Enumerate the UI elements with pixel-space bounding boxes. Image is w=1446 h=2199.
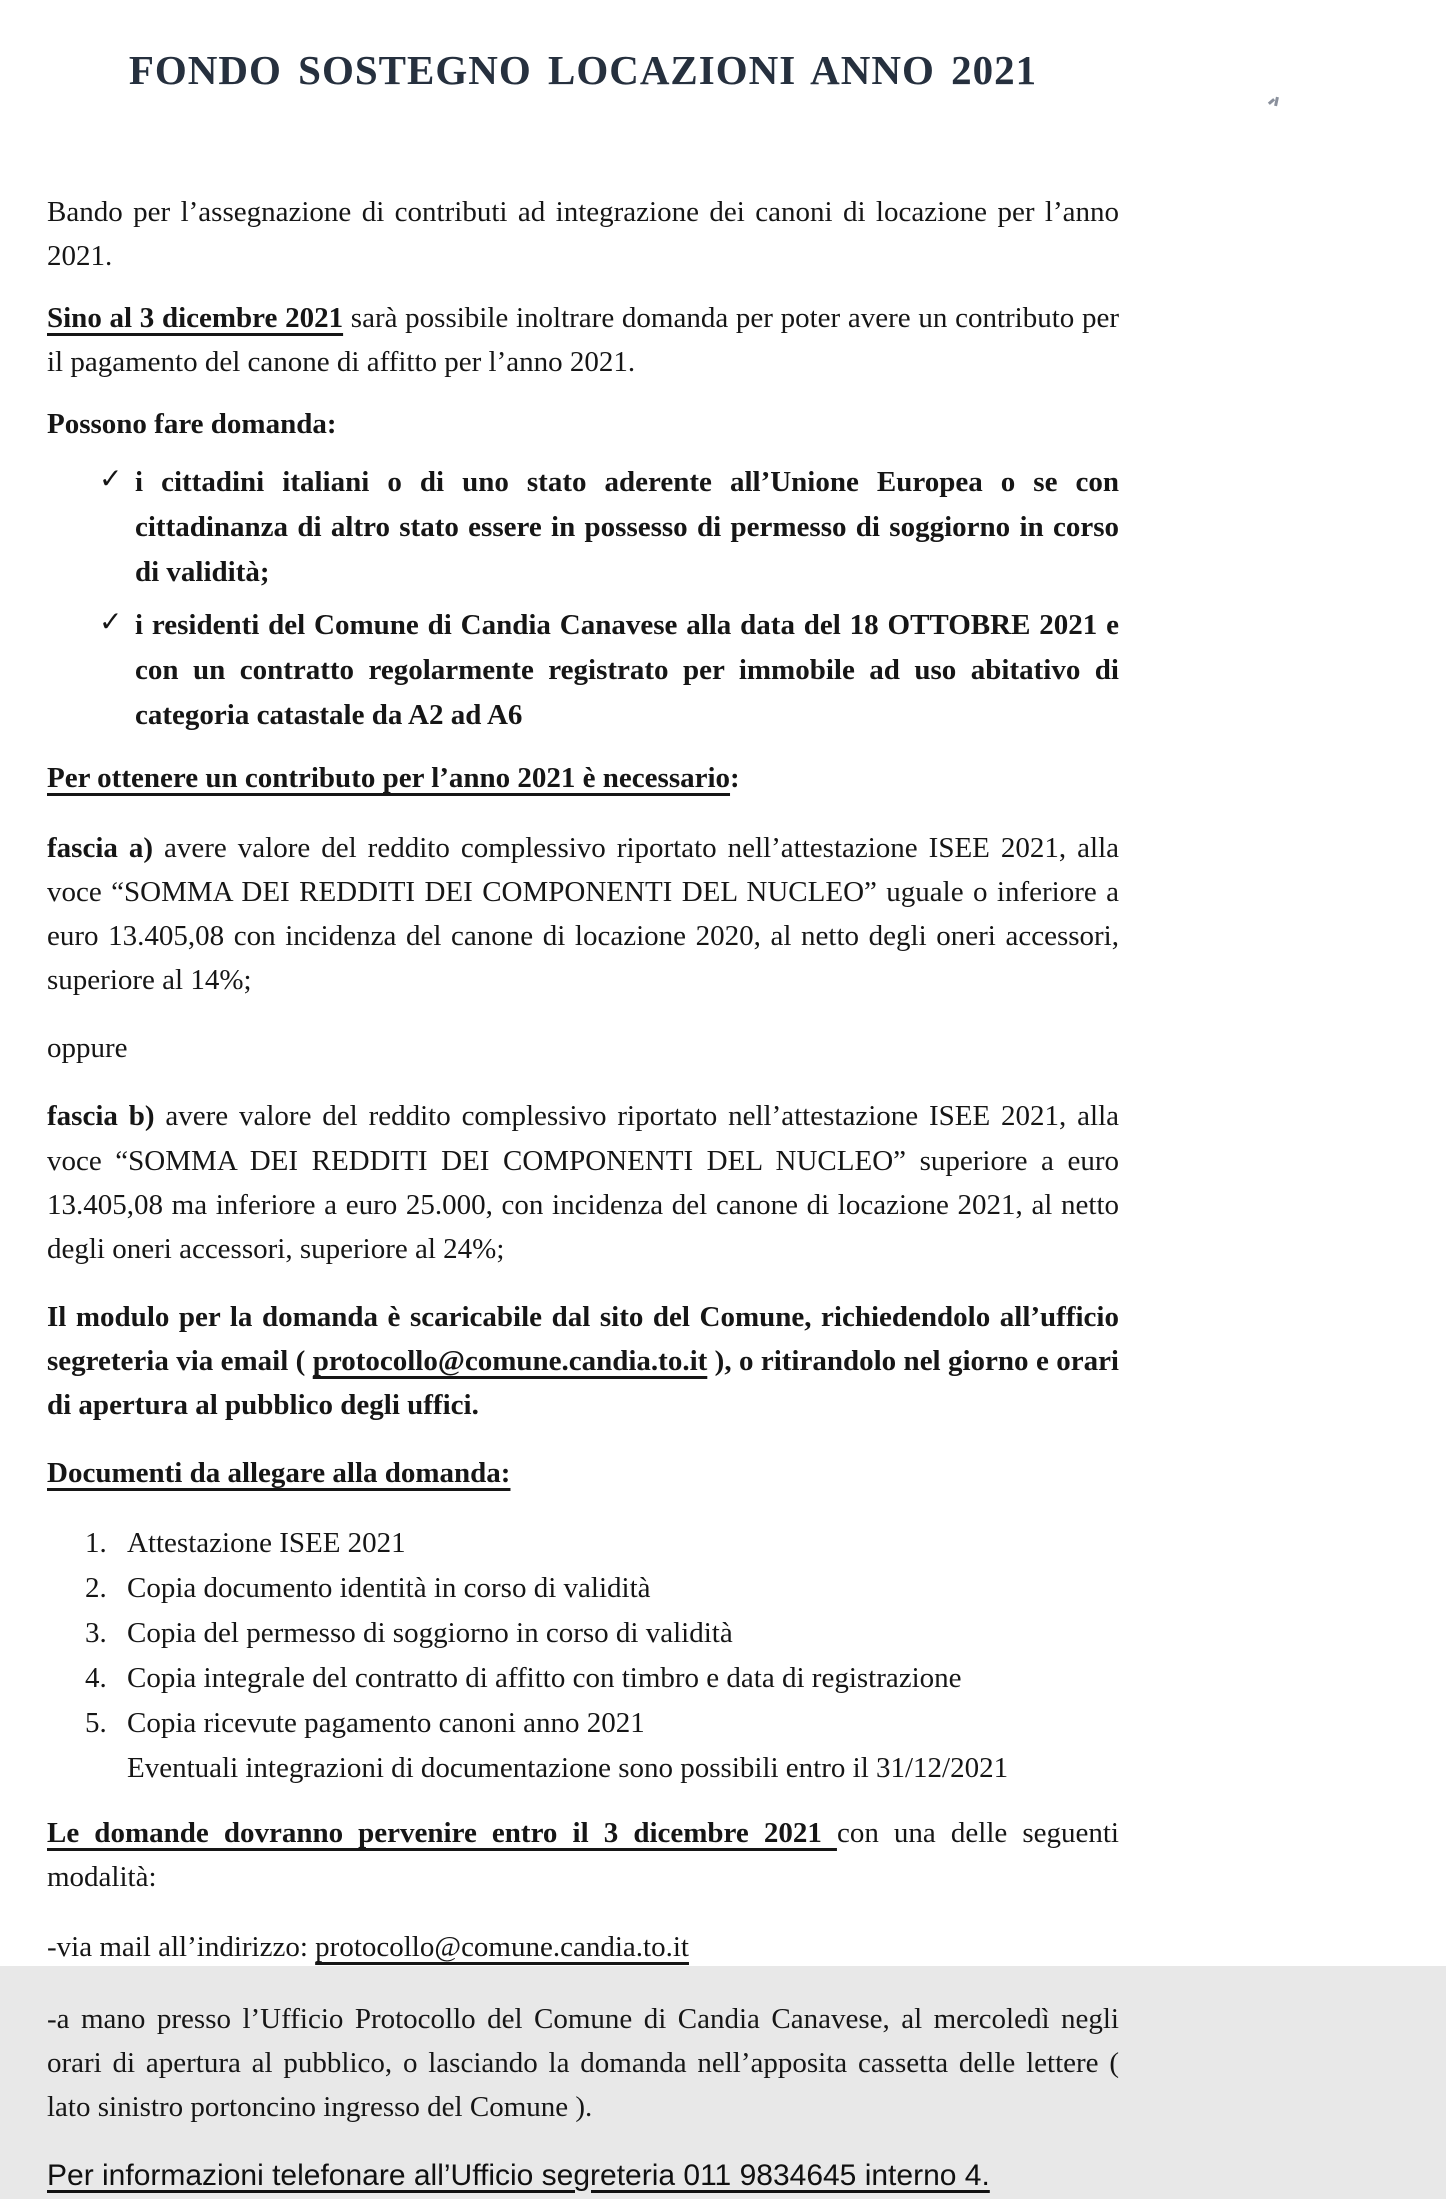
list-number: 5. — [85, 1706, 107, 1739]
submission-highlight: Le domande dovranno pervenire entro il 3 dicembre 2021 — [47, 1816, 837, 1849]
list-number: 3. — [85, 1616, 107, 1649]
documents-heading-text: Documenti da allegare alla domanda: — [47, 1457, 511, 1490]
list-number: 1. — [85, 1527, 107, 1560]
document-list-item — [85, 1566, 1119, 1611]
checkmark-icon: ✓ — [99, 464, 123, 496]
list-number: 2. — [85, 1572, 107, 1605]
footer-info — [47, 2153, 1119, 2199]
documents-list — [47, 1521, 1119, 1791]
deadline-paragraph — [47, 296, 1119, 384]
intro-paragraph: Bando per l’assegnazione di contributi ad integrazione dei canoni di locazione per l’anno 2021. — [47, 196, 1119, 273]
list-number: 4. — [85, 1661, 107, 1694]
fascia-b-label: fascia b) — [47, 1100, 155, 1133]
fascia-b-text: avere valore del reddito complessivo riportato nell’attestazione ISEE 2021, alla voce “SOMMA DEI REDDITI DEI COMPONENTI DEL NUCLEO” superiore a euro 13.405,08 ma inferiore a euro 25.000, con incidenza del canone di locazione 2021, al netto degli oneri accessori, superiore al 24%; — [47, 1100, 1119, 1265]
document-list-item — [85, 1521, 1119, 1566]
email-link[interactable]: protocollo@comune.candia.to.it — [312, 1344, 708, 1377]
hand-delivery-paragraph: -a mano presso l’Ufficio Protocollo del Comune di Candia Canavese, al mercoledì negli orari di apertura al pubblico, o lasciando la domanda nell’apposita cassetta delle lettere ( lato sinistro portoncino ingresso del Comune ). — [47, 2002, 1119, 2124]
list-item-text: Copia del permesso di soggiorno in corso di validità — [127, 1616, 733, 1649]
fascia-a-paragraph — [47, 826, 1119, 1002]
page-title: FONDO SOSTEGNO LOCAZIONI ANNO 2021 — [128, 47, 1038, 93]
submission-paragraph — [47, 1811, 1119, 1899]
eligibility-list — [47, 460, 1119, 738]
list-item-text: Copia ricevute pagamento canoni anno 2021 — [127, 1706, 645, 1739]
checkmark-icon: ✓ — [99, 607, 123, 639]
documents-heading — [47, 1451, 1119, 1495]
scan-artifact — [1266, 94, 1284, 110]
mail-line — [47, 1925, 1119, 1969]
mail-email-link[interactable]: protocollo@comune.candia.to.it — [315, 1930, 689, 1963]
list-item — [99, 460, 1119, 595]
separator-oppure: oppure — [47, 1032, 128, 1065]
module-text-before: Il modulo per la domanda è scaricabile dal sito del Comune, richiedendolo all’ufficio segreteria via email ( — [47, 1300, 1119, 1377]
list-item-text: Copia integrale del contratto di affitto con timbro e data di registrazione — [127, 1661, 962, 1694]
eligibility-heading: Possono fare domanda: — [47, 408, 337, 441]
deadline-rest: sarà possibile inoltrare domanda per poter avere un contributo per il pagamento del canone di affitto per l’anno 2021. — [47, 302, 1119, 379]
list-item-text: Attestazione ISEE 2021 — [127, 1527, 406, 1560]
fascia-a-label: fascia a) — [47, 832, 154, 865]
requirements-heading-text: Per ottenere un contributo per l’anno 2021 è necessario — [47, 762, 731, 795]
module-paragraph — [47, 1295, 1119, 1427]
footer-info-text: Per informazioni telefonare all’Ufficio segreteria 011 9834645 interno 4. — [47, 2159, 990, 2193]
deadline-highlight: Sino al 3 dicembre 2021 — [47, 302, 344, 335]
fascia-a-text: avere valore del reddito complessivo riportato nell’attestazione ISEE 2021, alla voce “SOMMA DEI REDDITI DEI COMPONENTI DEL NUCLEO” uguale o inferiore a euro 13.405,08 con incidenza del canone di locazione 2020, al netto degli oneri accessori, superiore al 14%; — [47, 832, 1119, 997]
list-item — [99, 603, 1119, 738]
eligibility-item-text: i cittadini italiani o di uno stato aderente all’Unione Europea o se con cittadinanza di altro stato essere in possesso di permesso di soggiorno in corso di validità; — [135, 466, 1119, 589]
documents-note: Eventuali integrazioni di documentazione sono possibili entro il 31/12/2021 — [127, 1751, 1009, 1784]
submission-rest: con una delle seguenti modalità: — [47, 1816, 1119, 1893]
module-text-after: ), o ritirandolo nel giorno e orari di apertura al pubblico degli uffici. — [47, 1344, 1119, 1421]
document-content — [47, 34, 1119, 2199]
eligibility-item-text: i residenti del Comune di Candia Canavese alla data del 18 OTTOBRE 2021 e con un contratto regolarmente registrato per immobile ad uso abitativo di categoria catastale da A2 ad A6 — [135, 609, 1119, 732]
document-list-item — [85, 1611, 1119, 1656]
list-item-text: Copia documento identità in corso di validità — [127, 1572, 651, 1605]
document-list-item — [85, 1701, 1119, 1746]
document-list-item — [85, 1656, 1119, 1701]
fascia-b-paragraph — [47, 1094, 1119, 1270]
requirements-heading-colon: : — [730, 762, 740, 795]
requirements-heading — [47, 756, 1119, 800]
mail-label: -via mail all’indirizzo: — [47, 1930, 316, 1963]
